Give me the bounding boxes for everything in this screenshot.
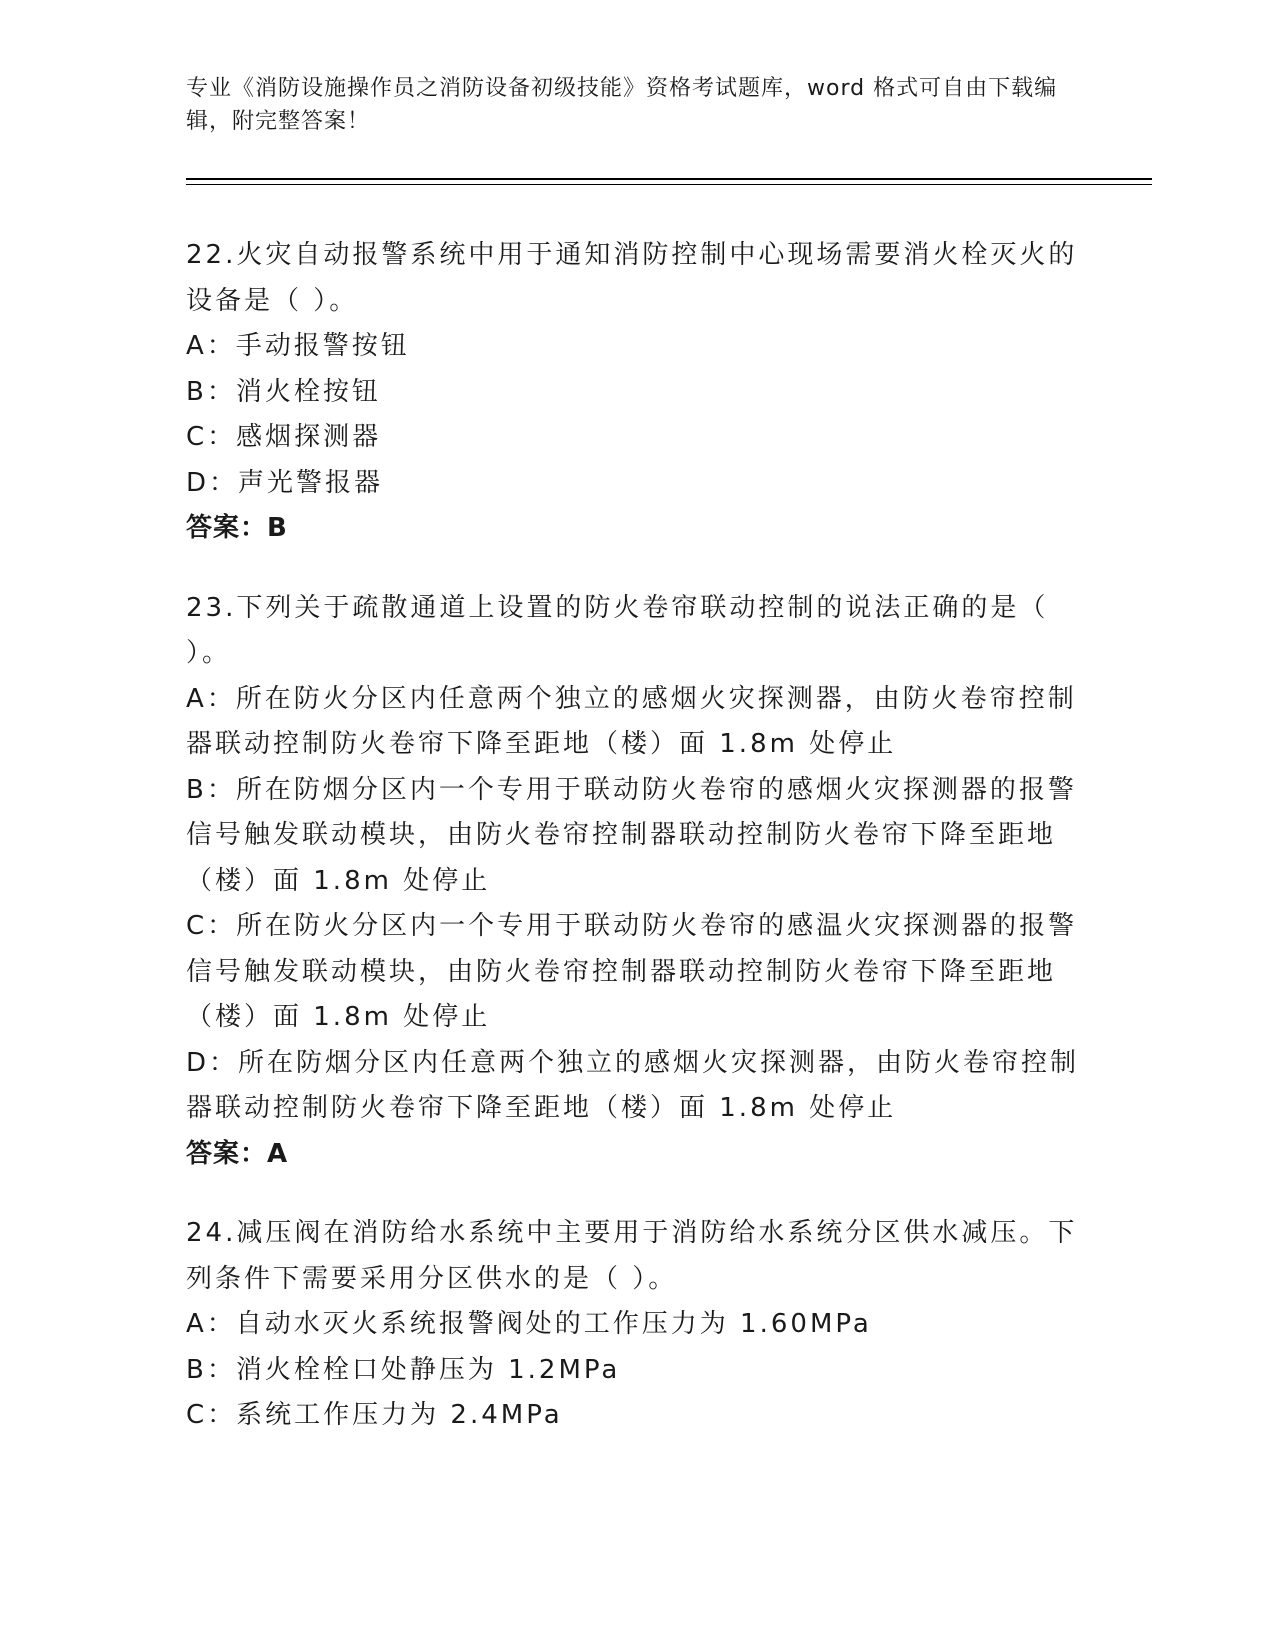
option-c: C：感烟探测器 xyxy=(186,422,382,452)
question-stem: 24.减压阀在消防给水系统中主要用于消防给水系统分区供水减压。下列条件下需要采用分区供水的是（ ）。 xyxy=(186,1218,1078,1294)
answer: 答案：A xyxy=(186,1138,289,1169)
question-23 xyxy=(186,586,1086,1178)
option-a: A：自动水灭火系统报警阀处的工作压力为 1.60MPa xyxy=(186,1309,872,1339)
option-a: A：手动报警按钮 xyxy=(186,331,410,361)
option-b: B：消火栓栓口处静压为 1.2MPa xyxy=(186,1354,621,1385)
question-list xyxy=(186,233,1086,1473)
option-d: D：所在防烟分区内任意两个独立的感烟火灾探测器，由防火卷帘控制器联动控制防火卷帘下降至距地（楼）面 1.8m 处停止 xyxy=(186,1047,1080,1123)
header-divider-thin xyxy=(186,184,1152,185)
option-b: B：所在防烟分区内一个专用于联动防火卷帘的感烟火灾探测器的报警信号触发联动模块，由防火卷帘控制器联动控制防火卷帘下降至距地（楼）面 1.8m 处停止 xyxy=(186,774,1077,896)
option-c: C：系统工作压力为 2.4MPa xyxy=(186,1400,563,1430)
header-divider-thick xyxy=(186,178,1152,180)
question-22 xyxy=(186,233,1086,552)
option-c: C：所在防火分区内一个专用于联动防火卷帘的感温火灾探测器的报警信号触发联动模块，由防火卷帘控制器联动控制防火卷帘下降至距地（楼）面 1.8m 处停止 xyxy=(186,911,1078,1032)
answer: 答案：B xyxy=(186,513,288,543)
question-stem: 22.火灾自动报警系统中用于通知消防控制中心现场需要消火栓灭火的设备是（ ）。 xyxy=(186,240,1078,316)
question-24 xyxy=(186,1211,1086,1439)
question-stem: 23.下列关于疏散通道上设置的防火卷帘联动控制的说法正确的是（ ）。 xyxy=(186,592,1060,668)
option-a: A：所在防火分区内任意两个独立的感烟火灾探测器，由防火卷帘控制器联动控制防火卷帘下降至距地（楼）面 1.8m 处停止 xyxy=(186,683,1077,759)
option-b: B：消火栓按钮 xyxy=(186,376,381,407)
document-intro: 专业《消防设施操作员之消防设备初级技能》资格考试题库，word 格式可自由下载编辑，附完整答案！ xyxy=(186,76,1058,134)
option-d: D：声光警报器 xyxy=(186,467,384,498)
